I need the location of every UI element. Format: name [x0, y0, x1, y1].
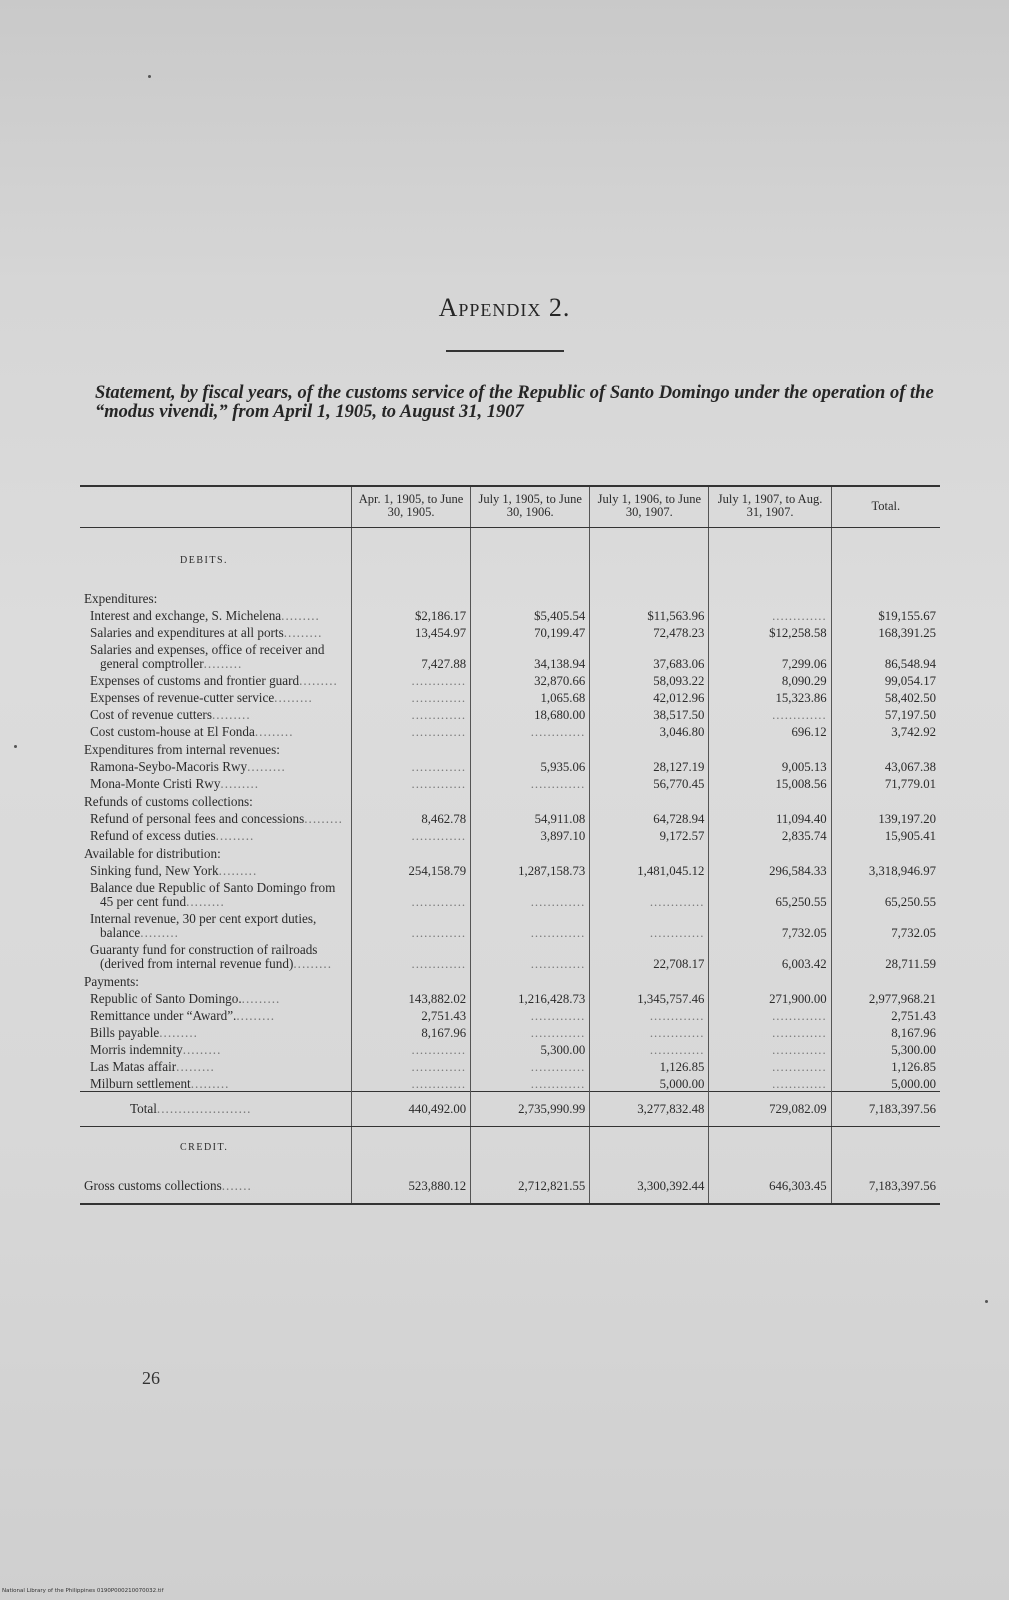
value-cell: 64,728.94: [590, 809, 709, 826]
gross-cell: 3,300,392.44: [590, 1169, 709, 1204]
value-cell: 7,732.05: [709, 909, 831, 940]
value-cell: 86,548.94: [831, 640, 940, 671]
value-cell: .............: [351, 774, 470, 791]
column-header: July 1, 1906, to June 30, 1907.: [590, 486, 709, 528]
value-cell: .............: [709, 606, 831, 623]
row-label: Salaries and expenses, office of receiver and general comptroller.........: [90, 642, 325, 671]
table-row: [80, 606, 940, 623]
value-cell: 32,870.66: [471, 671, 590, 688]
row-label: Refund of excess duties.........: [90, 828, 255, 843]
table-row: [80, 722, 940, 739]
row-label: Cost of revenue cutters.........: [90, 707, 251, 722]
value-cell: 37,683.06: [590, 640, 709, 671]
table-row: [80, 640, 940, 671]
value-cell: .............: [351, 940, 470, 971]
value-cell: 72,478.23: [590, 623, 709, 640]
value-cell: .............: [590, 1006, 709, 1023]
table-row: [80, 688, 940, 705]
value-cell: $2,186.17: [351, 606, 470, 623]
table-row: [80, 989, 940, 1006]
value-cell: .............: [709, 1057, 831, 1074]
value-cell: 15,323.86: [709, 688, 831, 705]
table-row: [80, 757, 940, 774]
value-cell: 38,517.50: [590, 705, 709, 722]
total-cell: 7,183,397.56: [831, 1092, 940, 1127]
section-heading: Available for distribution:: [84, 846, 221, 861]
value-cell: 6,003.42: [709, 940, 831, 971]
value-cell: 143,882.02: [351, 989, 470, 1006]
scan-speck: [14, 745, 17, 748]
value-cell: 43,067.38: [831, 757, 940, 774]
value-cell: 42,012.96: [590, 688, 709, 705]
value-cell: .............: [590, 909, 709, 940]
value-cell: 8,167.96: [351, 1023, 470, 1040]
value-cell: .............: [351, 671, 470, 688]
value-cell: 1,126.85: [590, 1057, 709, 1074]
value-cell: .............: [471, 909, 590, 940]
value-cell: $12,258.58: [709, 623, 831, 640]
row-label: Remittance under “Award”..........: [90, 1008, 276, 1023]
value-cell: 71,779.01: [831, 774, 940, 791]
value-cell: 18,680.00: [471, 705, 590, 722]
value-cell: .............: [709, 1074, 831, 1092]
value-cell: .............: [351, 909, 470, 940]
value-cell: 696.12: [709, 722, 831, 739]
table-row: [80, 826, 940, 843]
column-header: Apr. 1, 1905, to June 30, 1905.: [351, 486, 470, 528]
value-cell: .............: [351, 1074, 470, 1092]
value-cell: .............: [351, 878, 470, 909]
row-label: Ramona-Seybo-Macoris Rwy.........: [90, 759, 286, 774]
table-row: [80, 1023, 940, 1040]
scan-speck: [148, 75, 151, 78]
gross-collections-row: [80, 1169, 940, 1204]
value-cell: 7,732.05: [831, 909, 940, 940]
value-cell: 5,300.00: [831, 1040, 940, 1057]
row-label: Internal revenue, 30 per cent export duties, balance.........: [90, 911, 317, 940]
heading-rest: ppendix: [458, 293, 542, 322]
table-row: [80, 1074, 940, 1092]
value-cell: .............: [709, 705, 831, 722]
value-cell: .............: [351, 1057, 470, 1074]
value-cell: 1,287,158.73: [471, 861, 590, 878]
row-label: Expenses of customs and frontier guard.........: [90, 673, 338, 688]
table-row: [80, 623, 940, 640]
table-row: [80, 809, 940, 826]
heading-rule: [446, 350, 564, 352]
section-heading: Refunds of customs collections:: [84, 794, 253, 809]
debits-caption: DEBITS.: [180, 555, 228, 566]
table-row: [80, 909, 940, 940]
row-label: Interest and exchange, S. Michelena.........: [90, 608, 320, 623]
row-label: Sinking fund, New York.........: [90, 863, 258, 878]
value-cell: .............: [709, 1023, 831, 1040]
value-cell: $19,155.67: [831, 606, 940, 623]
value-cell: 168,391.25: [831, 623, 940, 640]
value-cell: .............: [471, 1006, 590, 1023]
value-cell: 3,046.80: [590, 722, 709, 739]
value-cell: 3,318,946.97: [831, 861, 940, 878]
value-cell: 9,172.57: [590, 826, 709, 843]
value-cell: .............: [590, 1040, 709, 1057]
value-cell: 1,126.85: [831, 1057, 940, 1074]
section-heading: Expenditures from internal revenues:: [84, 742, 280, 757]
total-cell: 729,082.09: [709, 1092, 831, 1127]
section-heading: Payments:: [84, 974, 139, 989]
value-cell: $11,563.96: [590, 606, 709, 623]
value-cell: .............: [351, 826, 470, 843]
value-cell: 1,065.68: [471, 688, 590, 705]
row-label: Balance due Republic of Santo Domingo from 45 per cent fund.........: [90, 880, 336, 909]
value-cell: .............: [471, 722, 590, 739]
value-cell: 2,751.43: [831, 1006, 940, 1023]
scan-speck: [985, 1300, 988, 1303]
value-cell: 34,138.94: [471, 640, 590, 671]
row-label: Mona-Monte Cristi Rwy.........: [90, 776, 260, 791]
table-row: [80, 861, 940, 878]
value-cell: 271,900.00: [709, 989, 831, 1006]
value-cell: 15,905.41: [831, 826, 940, 843]
table-row: [80, 1006, 940, 1023]
value-cell: .............: [351, 757, 470, 774]
value-cell: 9,005.13: [709, 757, 831, 774]
gross-cell: 523,880.12: [351, 1169, 470, 1204]
column-header: July 1, 1907, to Aug. 31, 1907.: [709, 486, 831, 528]
gross-cell: 2,712,821.55: [471, 1169, 590, 1204]
row-label: Guaranty fund for construction of railroads (derived from internal revenue fund).........: [90, 942, 333, 971]
total-row: [80, 1092, 940, 1127]
table-row: [80, 1040, 940, 1057]
value-cell: 7,427.88: [351, 640, 470, 671]
table-row: [80, 705, 940, 722]
section-heading-row: [80, 843, 940, 861]
value-cell: 2,977,968.21: [831, 989, 940, 1006]
value-cell: .............: [709, 1006, 831, 1023]
value-cell: 1,481,045.12: [590, 861, 709, 878]
total-cell: 3,277,832.48: [590, 1092, 709, 1127]
value-cell: .............: [471, 878, 590, 909]
value-cell: 11,094.40: [709, 809, 831, 826]
value-cell: 5,300.00: [471, 1040, 590, 1057]
row-label: Bills payable.........: [90, 1025, 198, 1040]
heading-number: 2.: [548, 293, 571, 322]
value-cell: 58,402.50: [831, 688, 940, 705]
value-cell: 2,835.74: [709, 826, 831, 843]
column-header: [80, 486, 351, 528]
section-heading-row: [80, 739, 940, 757]
value-cell: .............: [351, 1040, 470, 1057]
scan-footer: National Library of the Philippines 0190P000210070032.tif: [2, 1588, 164, 1594]
value-cell: .............: [471, 774, 590, 791]
row-label: Las Matas affair.........: [90, 1059, 215, 1074]
value-cell: .............: [471, 940, 590, 971]
table-row: [80, 1057, 940, 1074]
total-cell: 440,492.00: [351, 1092, 470, 1127]
value-cell: 70,199.47: [471, 623, 590, 640]
row-label: Refund of personal fees and concessions.........: [90, 811, 343, 826]
value-cell: 7,299.06: [709, 640, 831, 671]
total-label: Total......................: [80, 1092, 351, 1127]
appendix-heading: [0, 293, 1009, 323]
value-cell: .............: [471, 1057, 590, 1074]
column-header: Total.: [831, 486, 940, 528]
value-cell: 8,167.96: [831, 1023, 940, 1040]
value-cell: .............: [709, 1040, 831, 1057]
value-cell: .............: [471, 1074, 590, 1092]
value-cell: 8,462.78: [351, 809, 470, 826]
table-row: [80, 671, 940, 688]
value-cell: .............: [590, 1023, 709, 1040]
value-cell: 58,093.22: [590, 671, 709, 688]
row-label: Republic of Santo Domingo..........: [90, 991, 281, 1006]
gross-cell: 646,303.45: [709, 1169, 831, 1204]
page-number: 26: [142, 1368, 160, 1388]
credit-caption-row: [80, 1127, 940, 1170]
value-cell: 1,345,757.46: [590, 989, 709, 1006]
row-label: Expenses of revenue-cutter service.........: [90, 690, 313, 705]
gross-label: Gross customs collections.......: [80, 1169, 351, 1204]
table-row: [80, 940, 940, 971]
value-cell: 28,127.19: [590, 757, 709, 774]
value-cell: 13,454.97: [351, 623, 470, 640]
value-cell: 254,158.79: [351, 861, 470, 878]
value-cell: 15,008.56: [709, 774, 831, 791]
row-label: Cost custom-house at El Fonda.........: [90, 724, 294, 739]
value-cell: 56,770.45: [590, 774, 709, 791]
heading-prefix: A: [438, 293, 459, 322]
value-cell: 139,197.20: [831, 809, 940, 826]
value-cell: 5,000.00: [590, 1074, 709, 1092]
table-header-row: [80, 486, 940, 528]
debits-caption-row: [80, 528, 940, 589]
value-cell: .............: [351, 688, 470, 705]
value-cell: 65,250.55: [709, 878, 831, 909]
value-cell: 22,708.17: [590, 940, 709, 971]
value-cell: 54,911.08: [471, 809, 590, 826]
value-cell: 1,216,428.73: [471, 989, 590, 1006]
value-cell: 8,090.29: [709, 671, 831, 688]
value-cell: 296,584.33: [709, 861, 831, 878]
value-cell: .............: [351, 722, 470, 739]
section-heading-row: [80, 588, 940, 606]
value-cell: 2,751.43: [351, 1006, 470, 1023]
section-heading: Expenditures:: [84, 591, 158, 606]
value-cell: .............: [590, 878, 709, 909]
value-cell: .............: [351, 705, 470, 722]
section-heading-row: [80, 971, 940, 989]
gross-cell: 7,183,397.56: [831, 1169, 940, 1204]
value-cell: 99,054.17: [831, 671, 940, 688]
value-cell: 5,935.06: [471, 757, 590, 774]
value-cell: 65,250.55: [831, 878, 940, 909]
row-label: Salaries and expenditures at all ports.........: [90, 625, 323, 640]
total-cell: 2,735,990.99: [471, 1092, 590, 1127]
value-cell: 57,197.50: [831, 705, 940, 722]
value-cell: 28,711.59: [831, 940, 940, 971]
value-cell: 3,742.92: [831, 722, 940, 739]
table-row: [80, 878, 940, 909]
value-cell: .............: [471, 1023, 590, 1040]
customs-statement-table: [80, 485, 940, 1205]
statement-title: Statement, by fiscal years, of the customs service of the Republic of Santo Domingo under the operation of the “modus vivendi,” from April 1, 1905, to August 31, 1907: [95, 383, 934, 422]
row-label: Morris indemnity.........: [90, 1042, 222, 1057]
section-heading-row: [80, 791, 940, 809]
value-cell: 3,897.10: [471, 826, 590, 843]
credit-caption: CREDIT.: [180, 1142, 229, 1153]
column-header: July 1, 1905, to June 30, 1906.: [471, 486, 590, 528]
value-cell: $5,405.54: [471, 606, 590, 623]
value-cell: 5,000.00: [831, 1074, 940, 1092]
row-label: Milburn settlement.........: [90, 1076, 230, 1091]
table-row: [80, 774, 940, 791]
